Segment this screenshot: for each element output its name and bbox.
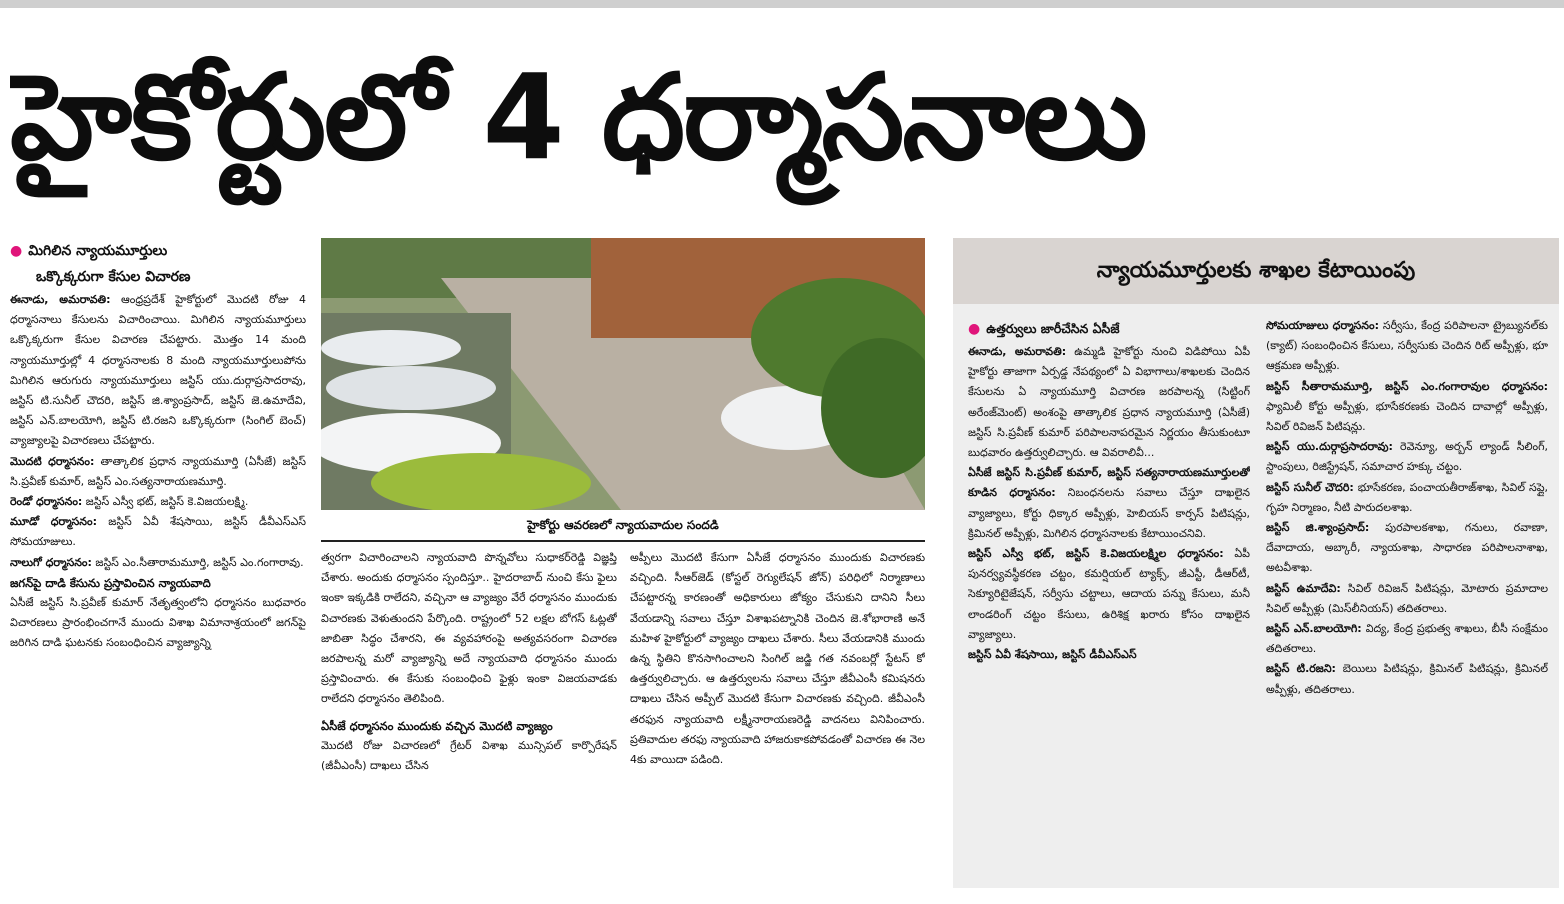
bench3 — [10, 512, 306, 552]
right-column — [630, 548, 925, 888]
sidebar-column-1 — [968, 316, 1250, 886]
allocation-3-label: జస్టిస్ ఏవీ శేషసాయి, జస్టిస్ డీవీఎస్ఎస్ — [968, 648, 1137, 662]
allocation-b3-label: జస్టిస్ యు.దుర్గాప్రసాదరావు: — [1266, 440, 1393, 454]
middle-text: త్వరగా విచారించాలని న్యాయవాది పొన్నవోలు సుధాకర్‌రెడ్డి విజ్ఞప్తి చేశారు. అందుకు ధర్మాసనం స్పందిస్తూ.. హైదరాబాద్ నుంచి కేసు ఫైలు ఇంకా ఇక్కడికి రాలేదని, వచ్చినా ఆ వ్యాజ్యం వేరే ధర్మాసనం ముందుకు విచారణకు వెళుతుందని పేర్కొంది. రాష్ట్రంలో 52 లక్షల బోగస్ ఓట్లతో జాబితా సిద్ధం చేశారని, ఈ వ్యవహారంపై అత్యవసరంగా విచారణ జరపాలన్న మరో వ్యాజ్యాన్ని అదే న్యాయవాది ధర్మాసనం ముందు ప్రస్తావించారు. ఈ కేసుకు సంబంధించి ఫైళ్లు ఇంకా విజయవాడకు రాలేదని ధర్మాసనం తెలిపింది. — [321, 551, 617, 706]
allocation-b1 — [1266, 316, 1548, 377]
allocation-b2-text: ఫ్యామిలీ కోర్టు అప్పీళ్లు, భూసేకరణకు చెందిన దావాల్లో అప్పీళ్లు, సివిల్ రివిజన్ పిటిషన్లు. — [1266, 399, 1548, 434]
allocation-b7 — [1266, 619, 1548, 659]
bench1-label: మొదటి ధర్మాసనం: — [10, 454, 95, 468]
right-text: అప్పీలు మొదటి కేసుగా ఏసీజే ధర్మాసనం ముందుకు విచారణకు వచ్చింది. సీఆర్‌జెడ్ (కోస్టల్ రెగ్యులేషన్ జోన్) పరిధిలో నిర్మాణాలు చేపట్టారన్న కారణంతో అధికారులు జోక్యం చేసుకుని దానిని సీలు వేయడాన్ని సవాలు చేస్తూ విశాఖపట్నానికి చెందిన జె.శోభారాణి అనే మహిళ హైకోర్టులో వ్యాజ్యం దాఖలు చేశారు. సీలు వేయడానికి ముందు ఉన్న స్థితిని కొనసాగించాలని సింగిల్ జడ్జి గత నవంబర్లో స్టేటస్ కో ఉత్తర్వులిచ్చారు. ఆ ఉత్తర్వులను సవాలు చేస్తూ జీవీఎంసీ కమిషనరు దాఖలు చేసిన అప్పీల్ మొదటి కేసుగా విచారణకు వచ్చింది. జీవీఎంసీ తరఫున న్యాయవాది లక్ష్మీనారాయణరెడ్డి వాదనలు వినిపించారు. ప్రతివాదుల తరఫు న్యాయవాది హాజరుకాకపోవడంతో విచారణ ఈ నెల 4కు వాయిదా పడింది. — [630, 551, 925, 767]
sidebar-kicker — [968, 316, 1250, 342]
allocation-2 — [968, 544, 1250, 645]
sidebar-kicker-text: ఉత్తర్వులు జారీచేసిన ఏసీజే — [986, 321, 1120, 336]
bench4 — [10, 553, 306, 573]
top-rule — [0, 0, 1564, 8]
bench4-text: జస్టిస్ ఎం.సీతారామమూర్తి, జస్టిస్ ఎం.గంగారావు. — [95, 555, 304, 569]
middle-column — [321, 548, 617, 888]
allocation-2-text: ఏపీ పునర్వ్యవస్థీకరణ చట్టం, కమర్షియల్ ట్యాక్స్, జీఎస్టీ, డీఆర్‌టీ, సెక్యూరిటైజేషన్, సర్వీసు చట్టాలు, ఆదాయ పన్ను కేసులు, మనీ లాండరింగ్ చట్టం కేసులు, ఉరిశిక్ష ఖరారు కోసం దాఖలైన వ్యాజ్యాలు. — [968, 547, 1250, 641]
sidebar-column-2 — [1266, 316, 1548, 886]
court-photo-illustration — [321, 238, 925, 510]
allocation-b5-text: పురపాలకశాఖ, గనులు, రవాణా, దేవాదాయ, అబ్కారీ, న్యాయశాఖ, సాధారణ పరిపాలనాశాఖ, అటవీశాఖ. — [1266, 521, 1548, 575]
caption-rule — [321, 540, 925, 542]
bench2 — [10, 492, 306, 512]
allocation-b2-label: జస్టిస్ సీతారామమూర్తి, జస్టిస్ ఎం.గంగారావుల ధర్మాసనం: — [1266, 379, 1548, 393]
allocation-b3-text: రెవెన్యూ, అర్బన్ ల్యాండ్ సీలింగ్, స్టాంపులు, రిజిస్ట్రేషన్, సమాచార హక్కు చట్టం. — [1266, 440, 1548, 474]
allocation-b4 — [1266, 478, 1548, 518]
left-subhead: జగన్‌పై దాడి కేసును ప్రస్తావించిన న్యాయవాది — [10, 575, 211, 590]
allocation-1-text: నిబంధనలను సవాలు చేస్తూ దాఖలైన వ్యాజ్యాలు, కోర్టు ధిక్కార అప్పీళ్లు, హెబియస్ కార్పస్ పిటిషన్లు, క్రిమినల్ అప్పీళ్లు, మిగిలిన ధర్మాసనాలకు కేటాయించనివి. — [968, 486, 1250, 540]
allocation-b5 — [1266, 518, 1548, 579]
allocation-b4-text: భూసేకరణ, పంచాయతీరాజ్‌శాఖ, సివిల్ సప్లై, గృహ నిర్మాణం, నీటి పారుదలశాఖ. — [1266, 480, 1548, 514]
dateline: ఈనాడు, అమరావతి: — [10, 293, 111, 306]
allocation-b6 — [1266, 579, 1548, 619]
sidebar-intro-text: ఉమ్మడి హైకోర్టు నుంచి విడిపోయి ఏపీ హైకోర్టు తాజాగా ఏర్పడ్డ నేపథ్యంలో ఏ విభాగాలు/శాఖలకు చెందిన కేసులను ఏ న్యాయమూర్తి విచారణ జరపాలన్న (సిట్టింగ్ అరేంజ్‌మెంట్) అంశంపై తాత్కాలిక ప్రధాన న్యాయమూర్తి (ఏసీజే) జస్టిస్ సి.ప్రవీణ్ కుమార్ పరిపాలనాపరమైన నిర్ణయం తీసుకుంటూ బుధవారం ఉత్తర్వులిచ్చారు. ఆ వివరాలివీ... — [968, 345, 1250, 460]
bench3-text: జస్టిస్ ఏవీ శేషసాయి, జస్టిస్ డీవీఎస్ఎస్ సోమయాజులు. — [10, 515, 306, 549]
bench3-label: మూడో ధర్మాసనం: — [10, 515, 97, 529]
bench1-text: తాత్కాలిక ప్రధాన న్యాయమూర్తి (ఏసీజే) జస్టిస్ సి.ప్రవీణ్ కుమార్, జస్టిస్ ఎం.సత్యనారాయణమూర్తి. — [10, 454, 306, 488]
left-kicker — [10, 238, 306, 264]
allocation-b3 — [1266, 437, 1548, 477]
allocation-b6-text: సివిల్ రివిజన్ పిటిషన్లు, మోటారు ప్రమాదాల సివిల్ అప్పీళ్లు (మిస్‌లీనియస్) తదితరాలు. — [1266, 581, 1548, 615]
bullet-icon: ● — [968, 321, 981, 337]
sidebar-dateline: ఈనాడు, అమరావతి: — [968, 345, 1067, 358]
allocation-b8 — [1266, 659, 1548, 699]
bench4-label: నాలుగో ధర్మాసనం: — [10, 555, 92, 569]
allocation-1 — [968, 463, 1250, 544]
court-photo — [321, 238, 925, 510]
allocation-b1-label: సోమయాజులు ధర్మాసనం: — [1266, 319, 1379, 332]
middle-subhead: ఏసీజే ధర్మాసనం ముందుకు వచ్చిన మొదటి వ్యాజ్యం — [321, 718, 553, 733]
middle-subhead-text: మొదటి రోజు విచారణలో గ్రేటర్ విశాఖ మున్సిపల్ కార్పొరేషన్ (జీవీఎంసీ) దాఖలు చేసిన — [321, 738, 617, 773]
allocation-1-label: ఏసీజే జస్టిస్ సి.ప్రవీణ్ కుమార్, జస్టిస్ సత్యనారాయణమూర్తులతో కూడిన ధర్మాసనం: — [968, 466, 1250, 500]
bullet-icon: ● — [10, 243, 23, 259]
allocation-b7-text: విద్య, కేంద్ర ప్రభుత్వ శాఖలు, బీసీ సంక్షేమం తదితరాలు. — [1266, 622, 1548, 656]
left-kicker-line1: మిగిలిన న్యాయమూర్తులు — [28, 243, 168, 259]
left-kicker-line2: ఒక్కొక్కరుగా కేసుల విచారణ — [36, 269, 191, 285]
allocation-b8-label: జస్టిస్ టి.రజని: — [1266, 662, 1336, 676]
sidebar-intro — [968, 342, 1250, 463]
allocation-b2 — [1266, 377, 1548, 438]
sidebar-title: న్యాయమూర్తులకు శాఖల కేటాయింపు — [953, 238, 1559, 304]
allocation-b6-label: జస్టిస్ ఉమాదేవి: — [1266, 581, 1341, 595]
allocation-b4-label: జస్టిస్ సునీల్ చౌదరి: — [1266, 480, 1354, 494]
allocation-b8-text: బెయిలు పిటిషన్లు, క్రిమినల్ పిటిషన్లు, క్రిమినల్ అప్పీళ్లు, తదితరాలు. — [1266, 662, 1548, 696]
allocation-2-label: జస్టిస్ ఎస్వీ భట్, జస్టిస్ కె.విజయలక్ష్మిల ధర్మాసనం: — [968, 547, 1224, 561]
left-subhead-text: ఏసీజే జస్టిస్ సి.ప్రవీణ్ కుమార్ నేతృత్వంలోని ధర్మాసనం బుధవారం విచారణలు ప్రారంభించగానే ముందు విశాఖ విమానాశ్రయంలో జగన్‌పై జరిగిన దాడి ఘటనకు సంబంధించిన వ్యాజ్యాన్ని — [10, 596, 306, 650]
allocation-b1-text: సర్వీసు, కేంద్ర పరిపాలనా ట్రైబ్యునల్‌కు (క్యాట్) సంబంధించిన కేసులు, సర్వీసుకు చెందిన రిట్ అప్పీళ్లు, భూ ఆక్రమణ అప్పీళ్లు. — [1266, 319, 1548, 373]
bench2-text: జస్టిస్ ఎస్వీ భట్, జస్టిస్ కె.విజయలక్ష్మి. — [85, 495, 249, 509]
allocation-b7-label: జస్టిస్ ఎన్.బాలయోగి: — [1266, 622, 1362, 636]
left-intro — [10, 290, 306, 452]
left-column — [10, 238, 306, 888]
left-intro-text: ఆంధ్రప్రదేశ్ హైకోర్టులో మొదటి రోజు 4 ధర్మాసనాలు కేసులను విచారించాయి. మిగిలిన న్యాయమూర్తులు ఒక్కొక్కరుగా కేసుల విచారణ చేపట్టారు. మొత్తం 14 మంది న్యాయమూర్తుల్లో 4 ధర్మాసనాలకు 8 మంది న్యాయమూర్తులుపోను మిగిలిన ఆరుగురు న్యాయమూర్తులు జస్టిస్ యు.దుర్గాప్రసాదరావు, జస్టిస్ టి.సునీల్ చౌదరి, జస్టిస్ జి.శ్యాంప్రసాద్, జస్టిస్ జె.ఉమాదేవి, జస్టిస్ ఎన్.బాలయోగి, జస్టిస్ టి.రజని ఒక్కొక్కరుగా (సింగిల్ బెంచ్) వ్యాజ్యాలపై విచారణలు చేపట్టారు. — [10, 293, 306, 448]
bench2-label: రెండో ధర్మాసనం: — [10, 495, 83, 509]
headline: హైకోర్టులో 4 ధర్మాసనాలు — [10, 48, 1146, 186]
bench1 — [10, 452, 306, 492]
photo-caption: హైకోర్టు ఆవరణలో న్యాయవాదుల సందడి — [527, 518, 719, 532]
allocation-b5-label: జస్టిస్ జి.శ్యాంప్రసాద్: — [1266, 521, 1370, 535]
